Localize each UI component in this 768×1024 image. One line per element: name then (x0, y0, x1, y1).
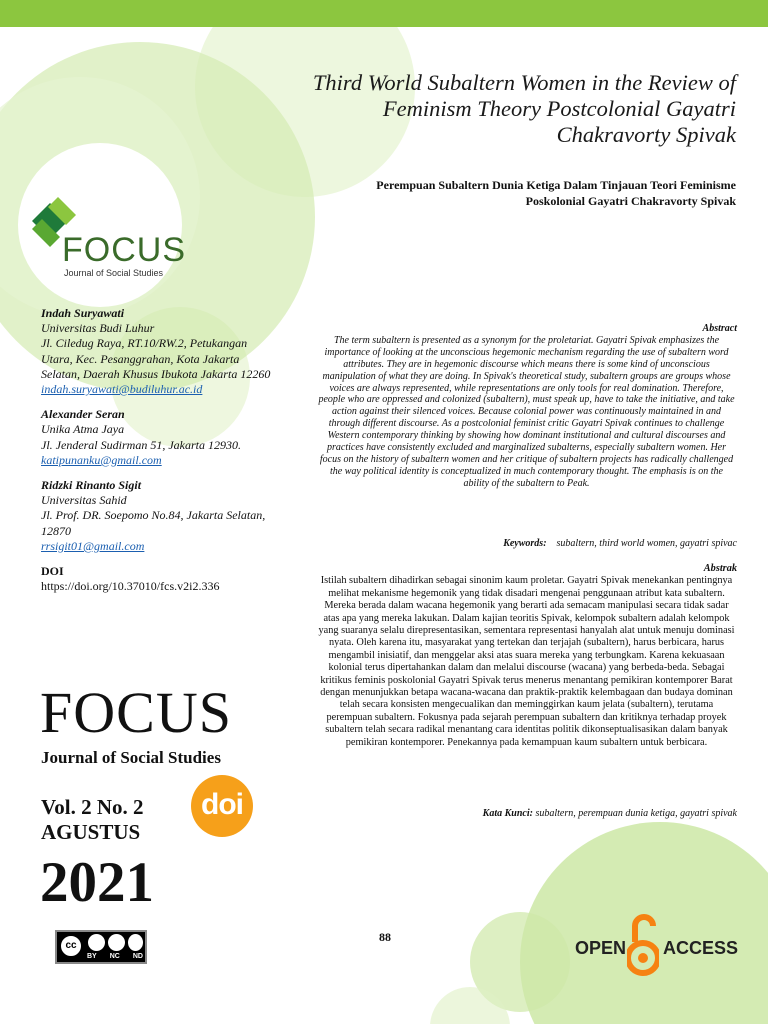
author-list (41, 306, 271, 594)
kata-kunci-values: subaltern, perempuan dunia ketiga, gayatri spivak (535, 808, 737, 819)
doi-badge-icon[interactable] (191, 775, 253, 837)
author-address: Jl. Prof. DR. Soepomo No.84, Jakarta Selatan, (41, 508, 266, 523)
author-name: Ridzki Rinanto Sigit (41, 478, 142, 493)
noderivs-icon (128, 934, 143, 951)
abstrak-section (316, 563, 737, 749)
abstrak-heading: Abstrak (703, 563, 737, 574)
author-2 (41, 407, 271, 468)
article-title: Third World Subaltern Women in the Review of Feminism Theory Postcolonial Gayatri Chakravorty Spivak (312, 70, 736, 147)
author-3 (41, 478, 271, 554)
license-nd: ND (132, 953, 143, 960)
open-lock-icon (627, 912, 659, 982)
author-affiliation: Universitas Budi Luhur (41, 321, 155, 336)
journal-month: AGUSTUS (41, 820, 141, 844)
author-name: Alexander Seran (41, 407, 125, 422)
license-labels (87, 953, 143, 962)
author-affiliation: Unika Atma Jaya (41, 422, 125, 437)
author-email-link[interactable]: katipunanku@gmail.com (41, 452, 162, 467)
author-name: Indah Suryawati (41, 306, 125, 320)
journal-logo (18, 143, 186, 307)
author-address: Jl. Ciledug Raya, RT.10/RW.2, Petukangan Utara, Kec. Pesanggrahan, Kota Jakarta Selatan, Daerah Khusus Ibukota Jakarta 12260 (41, 336, 271, 381)
keywords-label: Keywords: (503, 538, 547, 549)
journal-subtitle: Journal of Social Studies (41, 748, 221, 767)
logo-tagline: Journal of Social Studies (64, 268, 164, 278)
journal-name: FOCUS (40, 680, 232, 745)
author-email-link[interactable]: indah.suryawati@budiluhur.ac.id (41, 382, 203, 397)
abstract-section (316, 323, 737, 490)
abstract-text: The term subaltern is presented as a synonym for the proletariat. Gayatri Spivak emphasizes the importance of looking at the unconscious hegemonic mechanism regarding the use of subaltern word attributes. They are in hegemonic discourse which means there is some kind of unconscious manipulation of what they are doing. In Spivak's theoretical study, subaltern groups are groups whose voices are always represented, while representations are only tools for real domination. Therefore, people who are oppressed and colonized (subaltern), must speak up, have to take the initiative, and take action against their silenced voices. Because colonial power was continuously maintained in and through different discourse. As a postcolonial feminist critic Gayatri Spivak continues to challenge Western contemporary thinking by showing how dominant institutional and cultural discourses and practices have consistently excluded and marginalized subalterns, especially subaltern women. Her focus on the history of subaltern women and her critique of subaltern projects has radically challenged the way political identity is conceptualized in much contemporary thought. The emphasis is on the ability of the subaltern to Peak. (318, 334, 735, 489)
author-1 (41, 306, 271, 397)
cc-license-badge[interactable] (55, 930, 147, 964)
noncommercial-icon (108, 934, 125, 951)
license-by: BY (87, 953, 97, 960)
doi-label: DOI (41, 564, 64, 579)
author-affiliation: Universitas Sahid (41, 493, 127, 508)
journal-volume: Vol. 2 No. 2 (41, 795, 144, 819)
open-access-open: OPEN (575, 938, 627, 958)
kata-kunci-line (316, 808, 737, 819)
doi-link[interactable]: https://doi.org/10.37010/fcs.v2i2.336 (41, 579, 220, 594)
kata-kunci-label: Kata Kunci: (482, 808, 533, 819)
keywords-line (316, 538, 737, 549)
open-access-logo (575, 912, 745, 982)
page-number: 88 (379, 930, 391, 944)
article-subtitle: Perempuan Subaltern Dunia Ketiga Dalam Tinjauan Teori Feminisme Poskolonial Gayatri Chakravorty Spivak (376, 178, 736, 208)
keywords-values: subaltern, third world women, gayatri spivac (556, 538, 737, 549)
cc-icon: cc (59, 934, 83, 958)
open-access-access: ACCESS (663, 938, 739, 958)
top-green-bar (0, 0, 768, 27)
abstrak-text: Istilah subaltern dihadirkan sebagai sinonim kaum proletar. Gayatri Spivak menekankan pentingnya melihat mekanisme hegemonik yang tidak disadari mengenai penggunaan atribut kata subaltern. Mereka berada dalam wacana hegemonik yang berarti ada semacam manipulasi secara tidak sadar atas apa yang mereka lakukan. Dalam kajian teoritis Spivak, kelompok subaltern adalah kelompok yang suaranya selalu direpresentasikan, sementara representasi hanyalah alat untuk menuju dominasi nyata. Oleh karena itu, masyarakat yang tertekan dan terjajah (subaltern), harus berbicara, harus mengambil inisiatif, dan menggelar aksi atas suara mereka yang terbungkam. Karena kekuasaan kolonial terus dipertahankan dalam dan melalui discourse (wacana) yang berbeda-beda. Sebagai kritikus feminis poskolonial Gayatri Spivak terus menerus menantang pemikiran kontemporer Barat dengan menunjukkan betapa wacana-wacana dan praktik-praktik kelembagaan dan budaya dominan telah secara konsisten mengecualikan dan meminggirkan kaum jelata (subaltern), terutama perempuan subaltern. Fokusnya pada sejarah perempuan subaltern dan kritiknya terhadap proyek subaltern telah secara radikal menantang cara identitas politik dikonseptualisasikan dalam banyak pemikiran kontemporer. Penekannya pada kemampuan kaum subaltern untuk berbicara. (318, 575, 735, 748)
journal-year: 2021 (40, 851, 154, 914)
abstract-heading: Abstract (702, 323, 737, 334)
license-nc: NC (109, 953, 120, 960)
journal-issue (41, 795, 144, 845)
author-email-link[interactable]: rrsigit01@gmail.com (41, 538, 145, 553)
by-person-icon (88, 934, 105, 951)
logo-wordmark: FOCUS (62, 231, 186, 269)
author-postcode: 12870 (41, 523, 71, 538)
author-address: Jl. Jenderal Sudirman 51, Jakarta 12930. (41, 437, 241, 452)
doi-badge-text: doi (201, 788, 243, 821)
